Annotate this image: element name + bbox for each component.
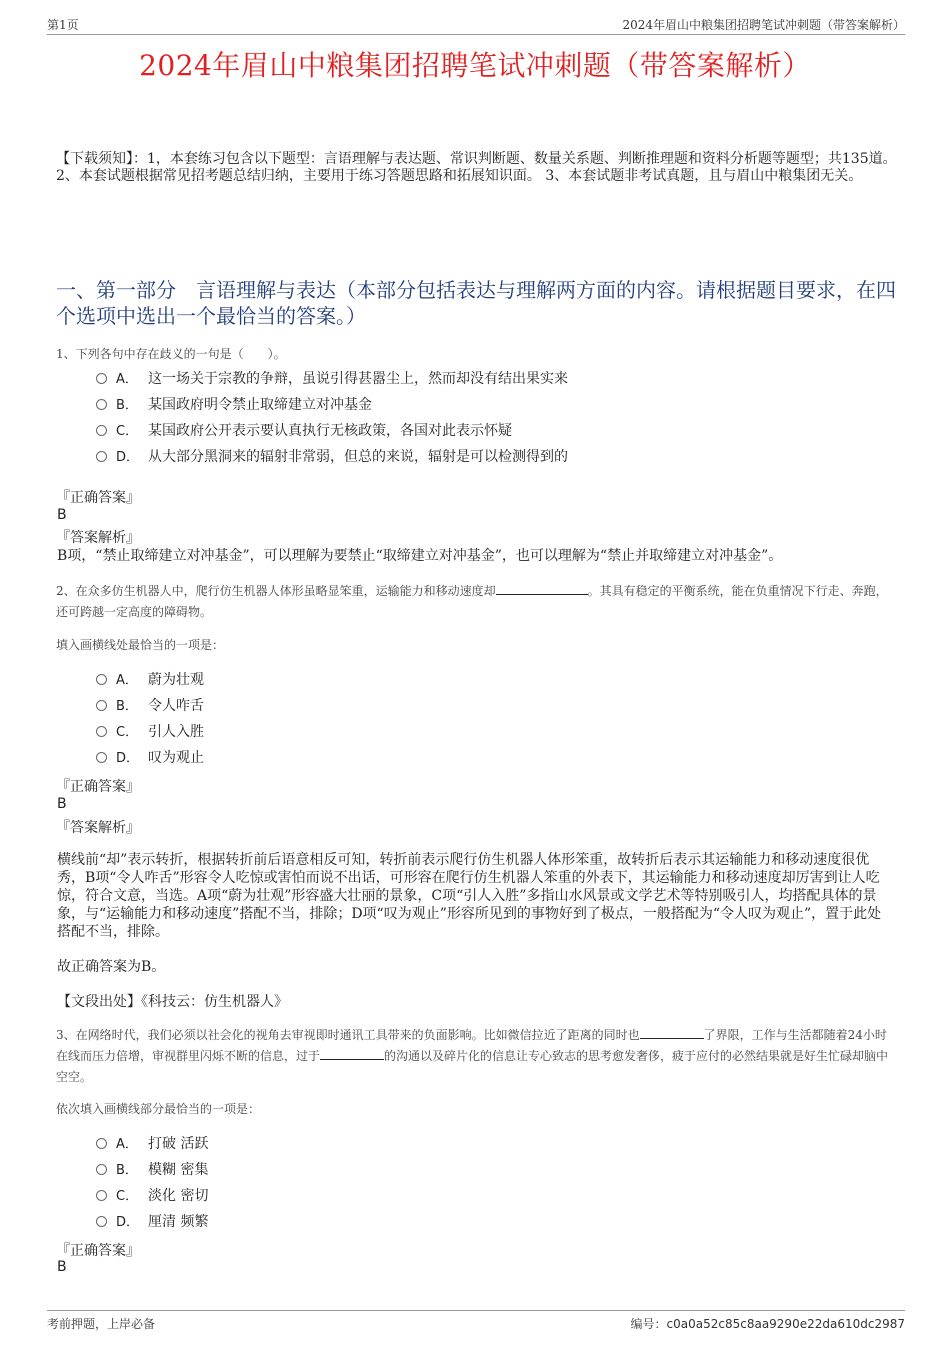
- page-number: 第1页: [47, 18, 79, 32]
- question-3-stem: 3、在网络时代，我们必须以社会化的视角去审视即时通讯工具带来的负面影响。比如微信拉近了距离的同时也 了界限，工作与生活都随着24小时在线而压力倍增，审视群里闪烁不断的信息，过于 的沟通以及碎片化的信息让专心致志的思考愈发奢侈，疲于应付的必然结果就是好生忙碌却脑中空空。: [56, 1028, 889, 1084]
- q1-option-a[interactable]: A． 这一场关于宗教的争辩，虽说引得甚嚣尘上，然而却没有结出果实来: [96, 369, 568, 389]
- radio-icon[interactable]: [96, 1164, 107, 1175]
- q3-option-d[interactable]: D． 厘清 频繁: [96, 1212, 208, 1232]
- section-heading: 一、第一部分 言语理解与表达（本部分包括表达与理解两方面的内容。请根据题目要求，在四个选项中选出一个最恰当的答案。）: [56, 278, 896, 328]
- q3-answer: B: [57, 1259, 67, 1275]
- q1-option-c[interactable]: C． 某国政府公开表示要认真执行无核政策，各国对此表示怀疑: [96, 421, 512, 441]
- radio-icon[interactable]: [96, 752, 107, 763]
- q2-option-b[interactable]: B． 令人咋舌: [96, 696, 204, 716]
- footer-code: 编号：c0a0a52c85c8aa9290e22da610dc2987: [630, 1317, 905, 1331]
- download-notice: 【下载须知】：1，本套练习包含以下题型：言语理解与表达题、常识判断题、数量关系题、判断推理题和资料分析题等题型；共135道。 2、本套试题根据常见招考题总结归纳，主要用于练习答题思路和拓展知识面。 3、本套试题非考试真题，且与眉山中粮集团无关。: [56, 151, 897, 184]
- question-2-stem: 2、在众多仿生机器人中，爬行仿生机器人体形虽略显笨重，运输能力和移动速度却 。其具有稳定的平衡系统，能在负重情况下行走、奔跑，还可跨越一定高度的障碍物。: [56, 584, 888, 619]
- radio-icon[interactable]: [96, 700, 107, 711]
- page-footer: [47, 1310, 905, 1331]
- q1-correct-label: 『正确答案』: [56, 490, 140, 506]
- radio-icon[interactable]: [96, 674, 107, 685]
- q3-option-b[interactable]: B． 模糊 密集: [96, 1160, 208, 1180]
- q2-instruction: 填入画横线处最恰当的一项是：: [56, 638, 225, 652]
- page-header: [47, 16, 905, 35]
- question-1-stem: 1、下列各句中存在歧义的一句是（ ）。: [56, 347, 286, 361]
- q2-option-d[interactable]: D． 叹为观止: [96, 748, 204, 768]
- radio-icon[interactable]: [96, 726, 107, 737]
- page-title: 2024年眉山中粮集团招聘笔试冲刺题（带答案解析）: [139, 49, 811, 82]
- q2-source: 【文段出处】《科技云：仿生机器人》: [57, 994, 288, 1010]
- radio-icon[interactable]: [96, 1216, 107, 1227]
- radio-icon[interactable]: [96, 451, 107, 462]
- radio-icon[interactable]: [96, 399, 107, 410]
- header-doc-title: 2024年眉山中粮集团招聘笔试冲刺题（带答案解析）: [622, 18, 905, 32]
- q2-analysis-label: 『答案解析』: [56, 820, 140, 836]
- q1-option-b[interactable]: B． 某国政府明令禁止取缔建立对冲基金: [96, 395, 372, 415]
- q3-option-c[interactable]: C． 淡化 密切: [96, 1186, 208, 1206]
- q2-correct-label: 『正确答案』: [56, 779, 140, 795]
- blank-line: [640, 1026, 704, 1039]
- radio-icon[interactable]: [96, 425, 107, 436]
- radio-icon[interactable]: [96, 1138, 107, 1149]
- q2-conclusion: 故正确答案为B。: [57, 959, 166, 975]
- q1-answer: B: [57, 507, 67, 523]
- q3-option-a[interactable]: A． 打破 活跃: [96, 1134, 208, 1154]
- radio-icon[interactable]: [96, 1190, 107, 1201]
- q3-correct-label: 『正确答案』: [56, 1243, 140, 1259]
- blank-line: [496, 582, 588, 595]
- q2-option-a[interactable]: A． 蔚为壮观: [96, 670, 204, 690]
- q1-analysis-label: 『答案解析』: [56, 530, 140, 546]
- q2-answer: B: [57, 796, 67, 812]
- radio-icon[interactable]: [96, 373, 107, 384]
- q1-analysis: B项，“禁止取缔建立对冲基金”，可以理解为要禁止“取缔建立对冲基金”，也可以理解为“禁止并取缔建立对冲基金”。: [57, 548, 783, 564]
- blank-line: [320, 1047, 384, 1060]
- q3-instruction: 依次填入画横线部分最恰当的一项是：: [56, 1102, 261, 1116]
- q2-option-c[interactable]: C． 引人入胜: [96, 722, 204, 742]
- footer-slogan: 考前押题，上岸必备: [47, 1317, 156, 1331]
- q1-option-d[interactable]: D． 从大部分黑洞来的辐射非常弱，但总的来说，辐射是可以检测得到的: [96, 447, 568, 467]
- q2-analysis: 横线前“却”表示转折，根据转折前后语意相反可知，转折前表示爬行仿生机器人体形笨重，故转折后表示其运输能力和移动速度很优秀，B项“令人咋舌”形容令人吃惊或害怕而说不出话，可形容在爬行仿生机器人笨重的外表下，其运输能力和移动速度却厉害到让人吃惊，符合文意，当选。A项“蔚为壮观”形容盛大壮丽的景象，C项“引人入胜”多指山水风景或文学艺术等特别吸引人，均搭配具体的景象，与“运输能力和移动速度”搭配不当，排除；D项“叹为观止”形容所见到的事物好到了极点，一般搭配为“令人叹为观止”，置于此处搭配不当，排除。: [57, 852, 882, 940]
